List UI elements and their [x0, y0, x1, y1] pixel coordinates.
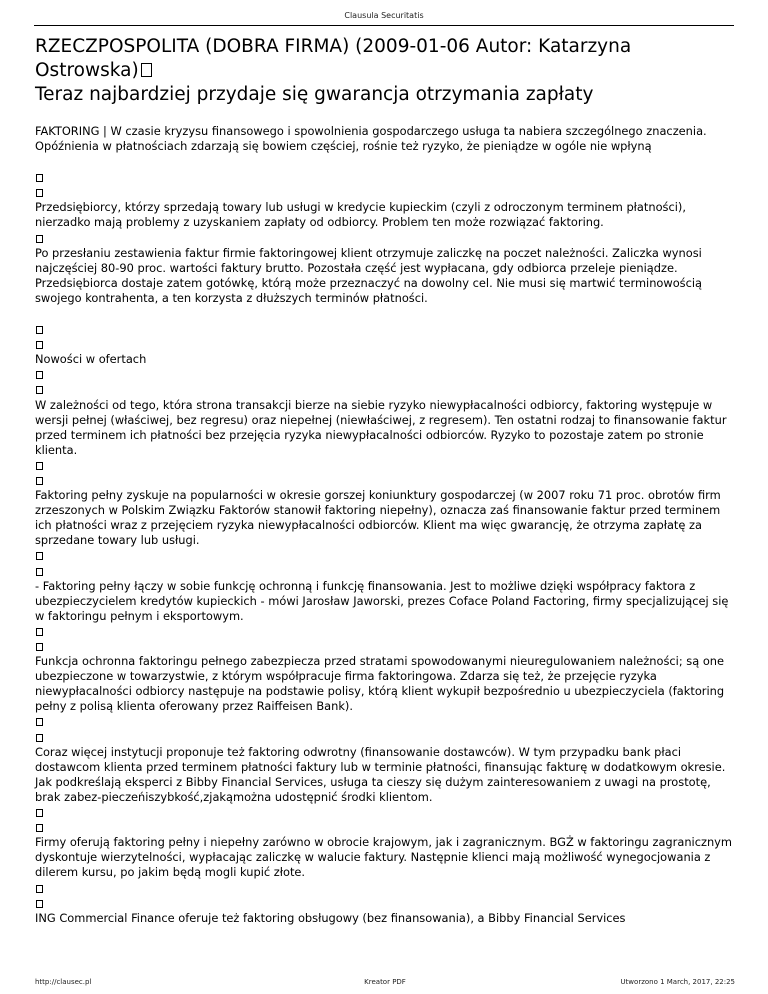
footer-generator: Kreator PDF	[364, 978, 406, 986]
missing-glyph-icon	[36, 552, 43, 560]
paragraph-8: Firmy oferują faktoring pełny i niepełny zarówno w obrocie krajowym, jak i zagranicznym. BGŻ w faktoringu zagranicznym dyskontuje wierzytelności, wypłacając zaliczkę w walucie faktury. Następnie klienci mają możliwość wynegocjowania z dilerem kursu, po jakim będą mogli kupić złote.	[35, 835, 732, 880]
article-title	[35, 35, 735, 107]
lead-paragraph: FAKTORING | W czasie kryzysu finansowego i spowolnienia gospodarczego usługa ta nabiera szczególnego znaczenia. Opóźnienia w płatnościach zdarzają się bowiem częściej, rośnie też ryzyko, że pieniądze w ogóle nie wpłyną	[35, 124, 707, 154]
missing-glyph-icon	[36, 386, 43, 394]
missing-glyph-icon	[36, 326, 43, 334]
missing-glyph-icon	[36, 900, 43, 908]
missing-glyph-icon	[36, 809, 43, 817]
missing-glyph-icon	[36, 371, 43, 379]
paragraph-3: W zależności od tego, która strona transakcji bierze na siebie ryzyko niewypłacalności odbiorcy, faktoring występuje w wersji pełnej (właściwej, bez regresu) oraz niepełnej (niewłaściwej, z regresem). Ten ostatni rodzaj to finansowanie faktur przed terminem ich płatności bez przejęcia ryzyka niewypłacalności odbiorców. Ryzyko to pozostaje zatem po stronie klienta.	[35, 397, 727, 457]
running-header: Clausula Securitatis	[344, 11, 424, 20]
missing-glyph-icon	[36, 734, 43, 742]
missing-glyph-icon	[36, 824, 43, 832]
subheading: Nowości w ofertach	[35, 352, 147, 367]
paragraph-2: Po przesłaniu zestawienia faktur firmie faktoringowej klient otrzymuje zaliczkę na poczet należności. Zaliczka wynosi najczęściej 80-90 proc. wartości faktury brutto. Pozostała część jest wypłacana, gdy odbiorca przeleje pieniądze. Przedsiębiorca dostaje zatem gotówkę, którą może przeznaczyć na dowolny cel. Nie musi się martwić terminowością swojego kontrahenta, a ten korzysta z dłuższych terminów płatności.	[35, 245, 703, 305]
paragraph-7: Coraz więcej instytucji proponuje też faktoring odwrotny (finansowanie dostawców). W tym przypadku bank płaci dostawcom klienta przed terminem płatności faktury lub w terminie płatności, finansując fakturę w dodatkowym okresie. Jak podkreślają eksperci z Bibby Financial Services, usługa ta cieszy się dużym zainteresowaniem z uwagi na prostotę, brak zabez-pieczeńiszybkość,zjakąmożna udostępnić środki klientom.	[35, 744, 726, 804]
paragraph-6: Funkcja ochronna faktoringu pełnego zabezpiecza przed stratami spowodowanymi nieuregulowaniem należności; są one ubezpieczone w towarzystwie, z którym współpracuje firma faktoringowa. Zdarza się też, że przejęcie ryzyka niewypłacalności odbiorcy następuje na podstawie polisy, którą klient wykupił bezpośrednio u ubezpieczyciela (faktoring pełny z polisą klienta oferowany przez Raiffeisen Bank).	[35, 654, 725, 714]
page-footer	[35, 978, 735, 990]
paragraph-5: - Faktoring pełny łączy w sobie funkcję ochronną i funkcję finansowania. Jest to możliwe dzięki współpracy faktora z ubezpieczycielem kredytów kupieckich - mówi Jarosław Jaworski, prezes Coface Poland Factoring, firmy specjalizującej się w faktoringu pełnym i eksportowym.	[35, 578, 729, 623]
missing-glyph-icon	[36, 341, 43, 349]
missing-glyph-icon	[36, 568, 43, 576]
missing-glyph-icon	[36, 885, 43, 893]
title-line-3: Teraz najbardziej przydaje się gwarancja otrzymania zapłaty	[35, 84, 594, 105]
article-body	[35, 124, 735, 926]
footer-created-date: Utworzono 1 March, 2017, 22:25	[620, 978, 735, 986]
missing-glyph-icon	[36, 235, 43, 243]
paragraph-4: Faktoring pełny zyskuje na popularności w okresie gorszej koniunktury gospodarczej (w 2007 roku 71 proc. obrotów firm zrzeszonych w Polskim Związku Faktorów stanowił faktoring niepełny), oznacza zaś finansowanie faktur przed terminem ich płatności wraz z przejęciem ryzyka niewypłacalności odbiorców. Klient ma więc gwarancję, że otrzyma zapłatę za sprzedane towary lub usługi.	[35, 488, 721, 548]
missing-glyph-icon	[36, 462, 43, 470]
missing-glyph-icon	[36, 477, 43, 485]
title-line-1: RZECZPOSPOLITA (DOBRA FIRMA) (2009-01-06 Autor: Katarzyna	[35, 36, 632, 57]
paragraph-1: Przedsiębiorcy, którzy sprzedają towary lub usługi w kredycie kupieckim (czyli z odroczonym terminem płatności), nierzadko mają problemy z uzyskaniem zapłaty od odbiorcy. Problem ten może rozwiązać faktoring.	[35, 200, 686, 230]
paragraph-9: ING Commercial Finance oferuje też faktoring obsługowy (bez finansowania), a Bibby Financial Services	[35, 910, 626, 925]
missing-glyph-icon	[141, 63, 152, 77]
missing-glyph-icon	[36, 189, 43, 197]
title-line-2: Ostrowska)	[35, 60, 139, 81]
header-rule	[34, 25, 734, 26]
missing-glyph-icon	[36, 718, 43, 726]
missing-glyph-icon	[36, 174, 43, 182]
missing-glyph-icon	[36, 628, 43, 636]
missing-glyph-icon	[36, 643, 43, 651]
footer-url-link[interactable]: http://clausec.pl	[35, 978, 92, 986]
